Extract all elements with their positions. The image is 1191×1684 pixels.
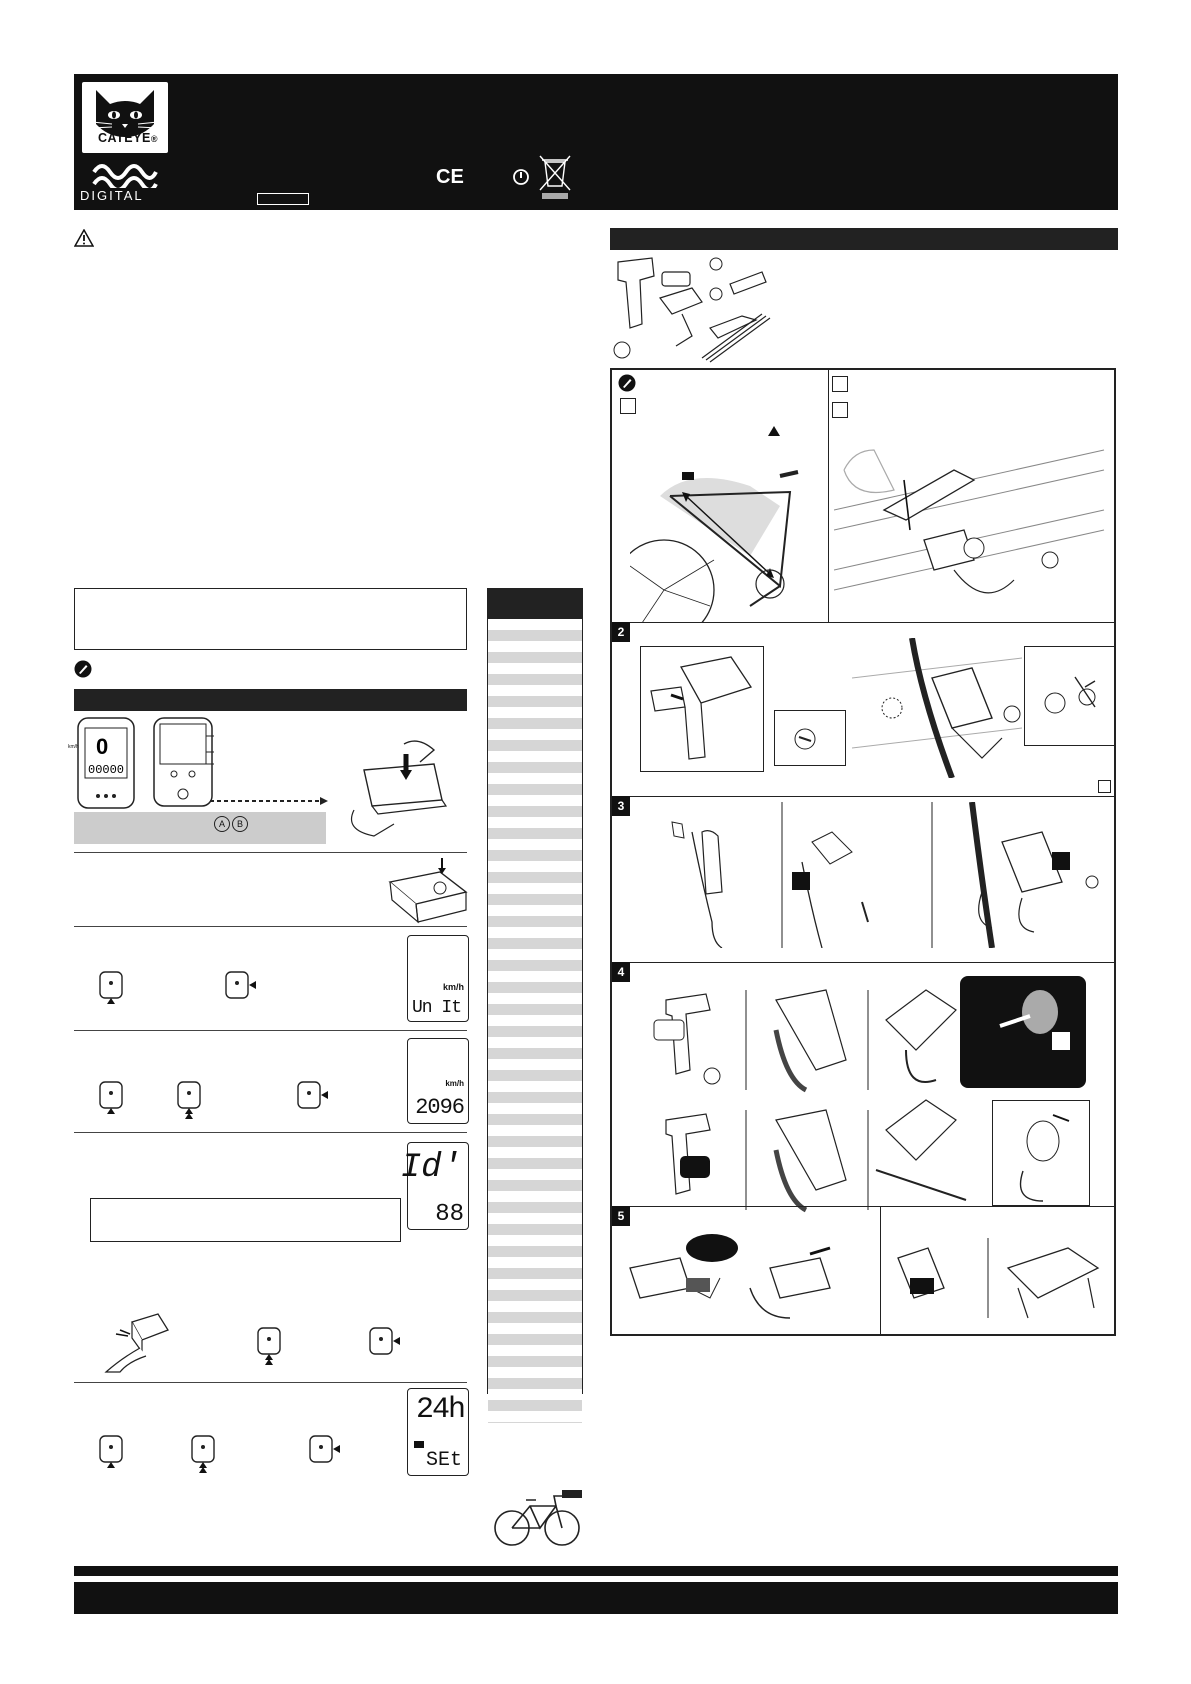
svg-text:00000: 00000 bbox=[88, 763, 125, 777]
menu-button-press-icon bbox=[222, 970, 262, 1006]
computer-back-illustration bbox=[152, 716, 214, 808]
lcd-id-value: 88 bbox=[435, 1201, 464, 1228]
mode-button-press-icon bbox=[94, 1434, 134, 1470]
bracket-tighten-dark-box bbox=[960, 976, 1086, 1088]
lcd-speed-unit: km/h bbox=[442, 982, 464, 992]
button-b-label: B bbox=[232, 816, 248, 832]
computer-attach-illustration bbox=[620, 1228, 876, 1328]
step-number-2: 2 bbox=[612, 622, 630, 642]
installation-panel bbox=[610, 368, 1116, 1336]
id-notice-box bbox=[90, 1198, 401, 1242]
mode-button-hold-icon bbox=[186, 1434, 226, 1474]
mode-button-hold-icon bbox=[172, 1080, 212, 1120]
dial-tighten-box bbox=[992, 1100, 1090, 1206]
lcd-id-display bbox=[400, 1142, 469, 1230]
lcd-unit-display bbox=[407, 935, 469, 1022]
divider bbox=[74, 1382, 467, 1383]
wave-logo-icon bbox=[90, 160, 160, 188]
menu-button-press-icon bbox=[366, 1326, 406, 1362]
envelope-icon bbox=[414, 1441, 424, 1448]
menu-button-press-icon bbox=[294, 1080, 334, 1116]
power-icon bbox=[512, 168, 530, 186]
checkbox-square bbox=[1098, 780, 1111, 793]
step-number-3: 3 bbox=[612, 796, 630, 816]
lcd-unit-text: Un It bbox=[412, 998, 462, 1018]
front-speed-unit: km/h bbox=[68, 744, 79, 750]
lcd-tire-display bbox=[407, 1038, 469, 1124]
checkbox-square bbox=[832, 376, 848, 392]
divider bbox=[74, 1030, 467, 1031]
brand-name: CATEYE® bbox=[98, 131, 158, 145]
dotted-arrow-icon bbox=[210, 796, 330, 806]
sensor-gap-illustration bbox=[642, 802, 1102, 948]
lcd-tire-text: 2096 bbox=[415, 1095, 464, 1120]
divider bbox=[74, 1132, 467, 1133]
tire-table-header bbox=[488, 589, 582, 619]
lcd-set-text: SEt bbox=[425, 1449, 462, 1472]
svg-text:0: 0 bbox=[96, 734, 109, 759]
digital-wordmark: DIGITAL bbox=[80, 188, 144, 203]
menu-button-press-icon bbox=[306, 1434, 346, 1470]
buttons-note-panel bbox=[74, 812, 326, 844]
screw-detail-box bbox=[774, 710, 846, 766]
computer-remove-illustration bbox=[888, 1228, 1112, 1328]
section-title-bar-parts bbox=[610, 228, 1118, 250]
checkbox-square bbox=[620, 398, 636, 414]
warning-triangle-icon bbox=[74, 229, 94, 247]
tire-size-table bbox=[487, 588, 583, 1394]
pencil-note-icon bbox=[618, 374, 636, 392]
sensor-reset-illustration bbox=[380, 852, 470, 932]
bike-frame-illustration bbox=[630, 456, 826, 622]
header-band bbox=[74, 74, 1118, 210]
notice-box bbox=[74, 588, 467, 650]
sensor-detail-box bbox=[640, 646, 764, 772]
ce-mark-icon: CE bbox=[436, 166, 464, 188]
pencil-note-icon bbox=[74, 660, 92, 678]
divider bbox=[74, 926, 467, 927]
weee-bin-icon bbox=[538, 154, 572, 200]
magnet-detail-box bbox=[1024, 646, 1116, 746]
computer-on-bracket-illustration bbox=[334, 740, 464, 840]
lcd-clock-text: 24h bbox=[415, 1393, 464, 1427]
sensor-press-illustration bbox=[102, 1312, 172, 1376]
model-name-box bbox=[257, 193, 309, 205]
mode-button-press-icon bbox=[94, 1080, 134, 1116]
computer-front-illustration bbox=[76, 716, 136, 811]
footer-rule bbox=[74, 1566, 1118, 1576]
sensor-mount-illustration bbox=[852, 638, 1022, 778]
section-title-bar-setup bbox=[74, 689, 467, 711]
sensor-position-illustration bbox=[834, 430, 1114, 618]
step-number-5: 5 bbox=[612, 1206, 630, 1226]
lcd-clock-display bbox=[407, 1388, 469, 1476]
bicycle-icon bbox=[492, 1486, 586, 1550]
parts-kit-illustration bbox=[612, 254, 772, 364]
up-triangle-icon bbox=[768, 426, 780, 436]
mode-button-press-icon bbox=[94, 970, 134, 1006]
lcd-id-text: Id' bbox=[400, 1149, 462, 1187]
lcd-speed-unit: km/h bbox=[445, 1079, 464, 1088]
button-a-label: A bbox=[214, 816, 230, 832]
bracket-mount-illustration bbox=[636, 970, 976, 1218]
step-number-4: 4 bbox=[612, 962, 630, 982]
mode-button-hold-icon bbox=[252, 1326, 292, 1366]
footer-band bbox=[74, 1582, 1118, 1614]
checkbox-square bbox=[832, 402, 848, 418]
